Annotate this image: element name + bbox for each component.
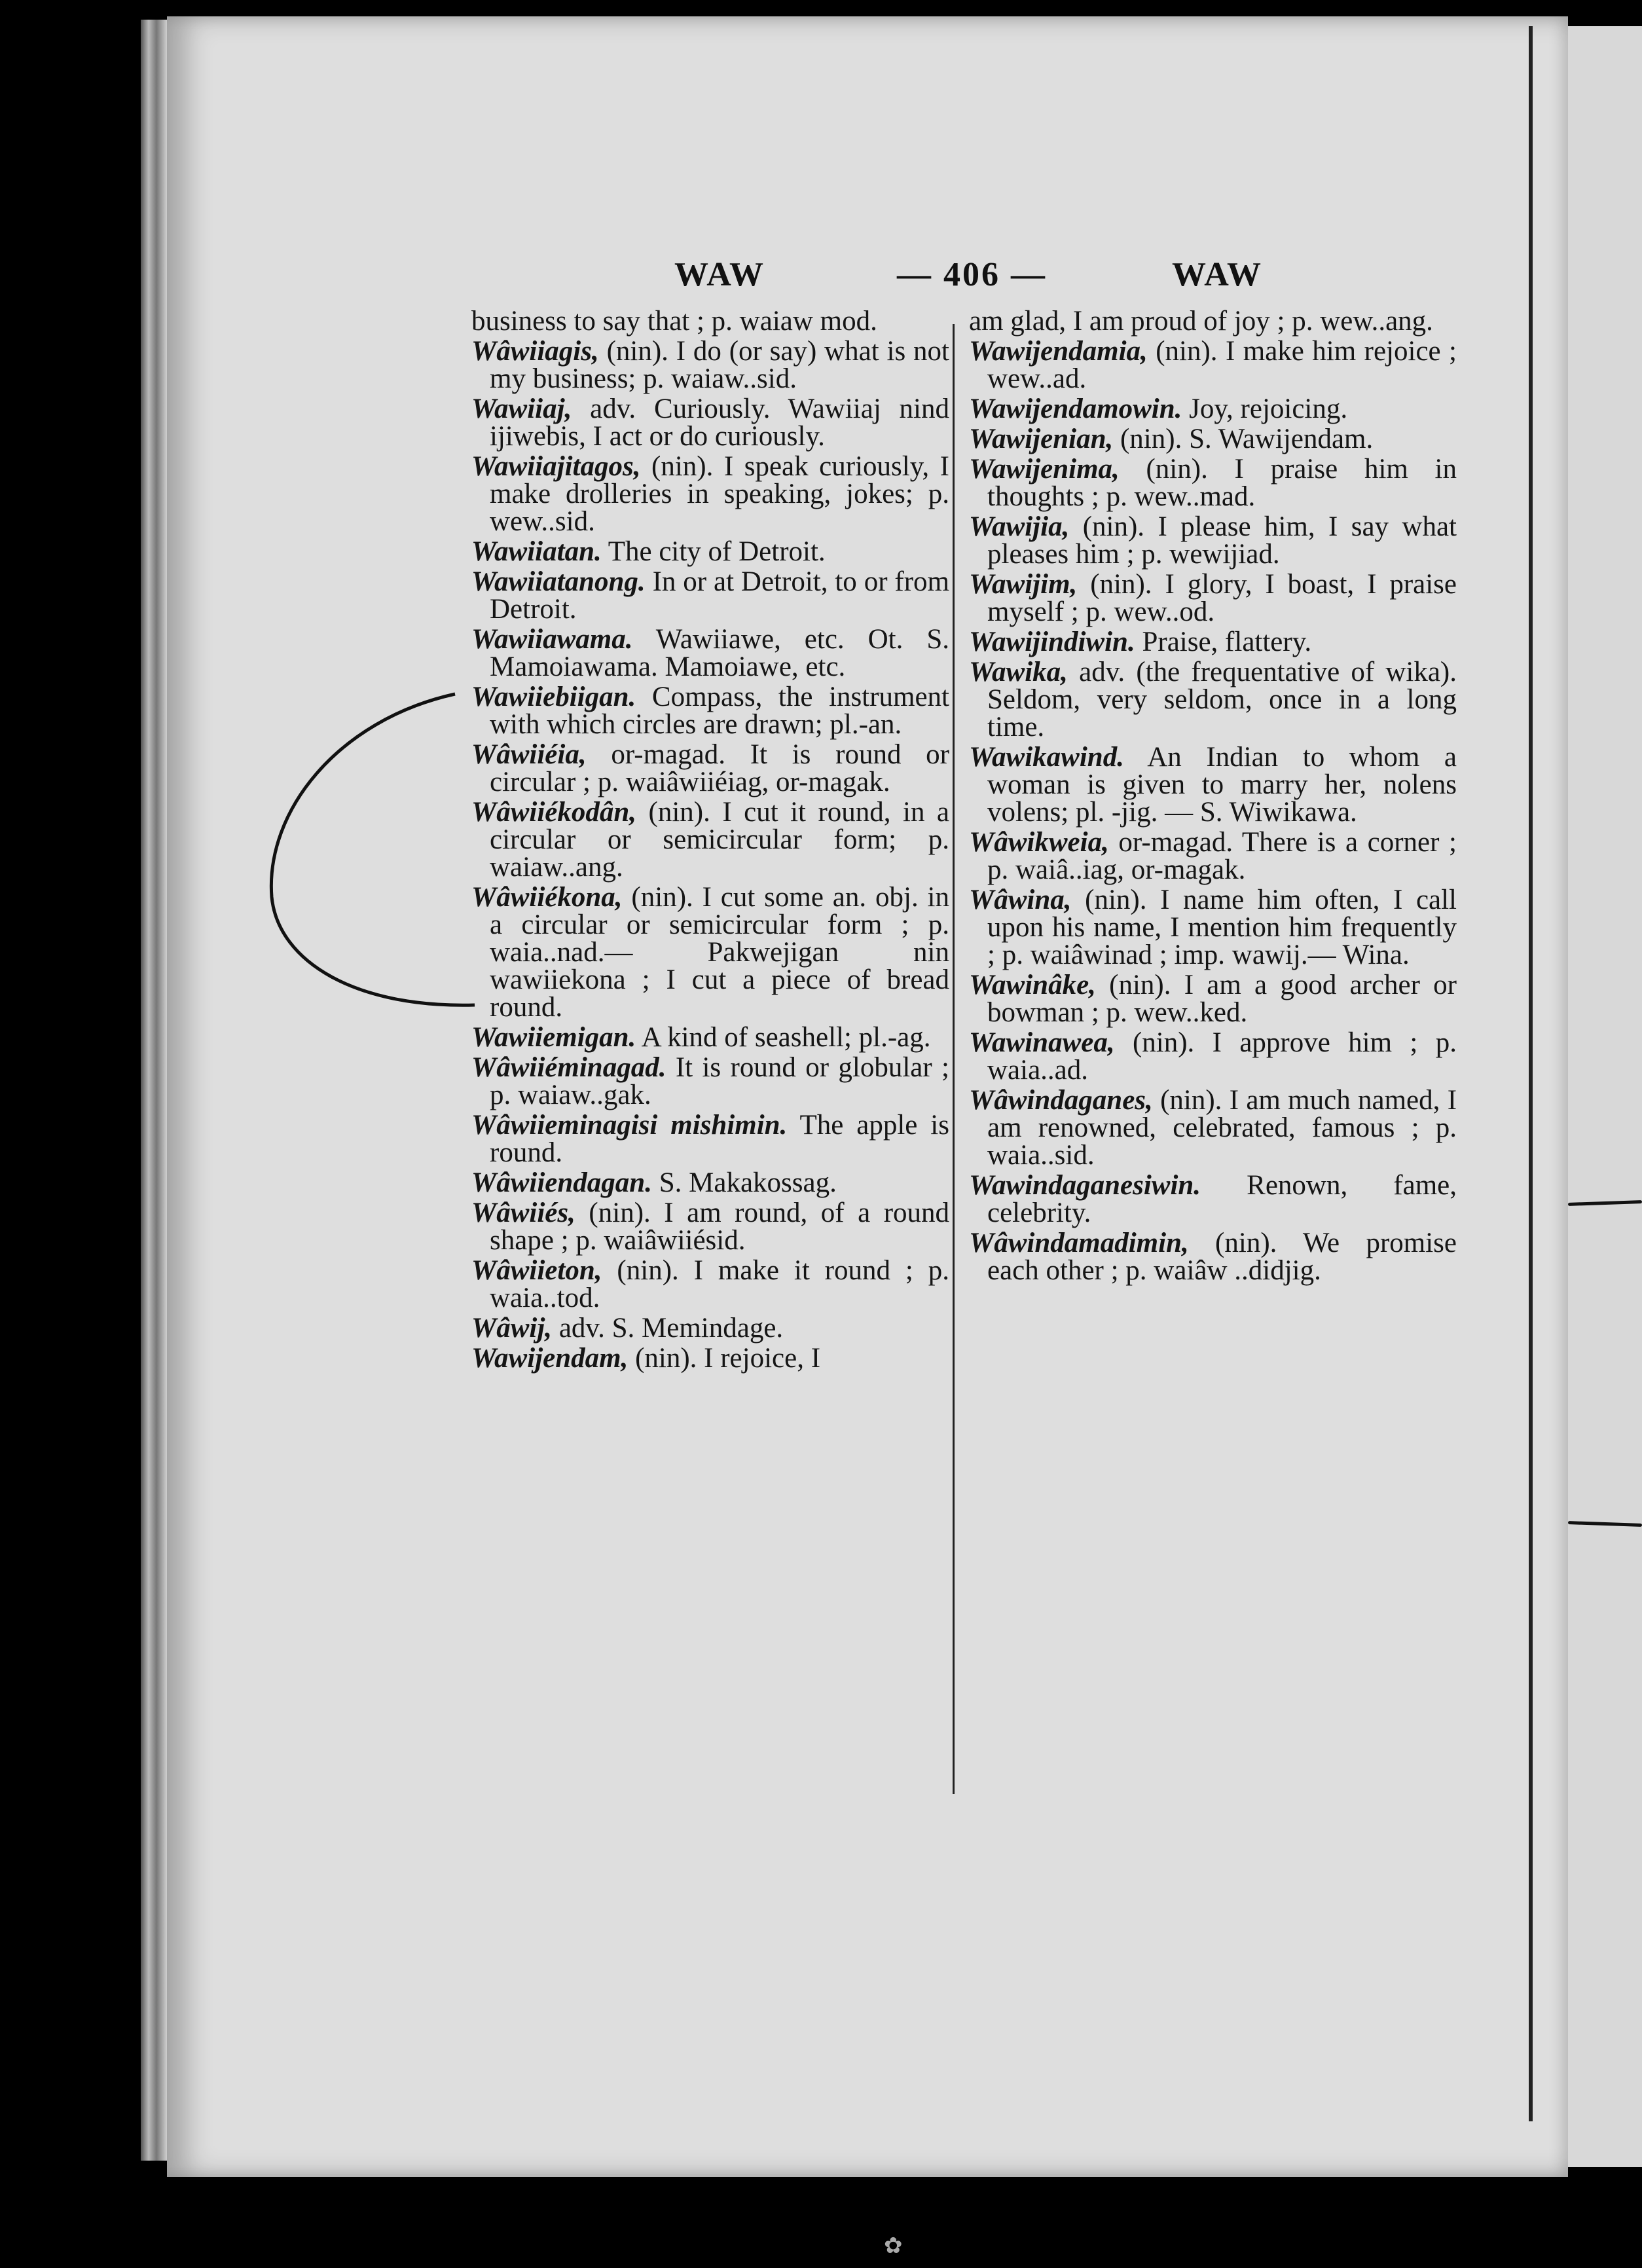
entry-definition: am glad, I am proud of joy ; p. wew..ang. (969, 306, 1433, 337)
dictionary-entry (969, 338, 1457, 393)
dictionary-entry (969, 1172, 1457, 1227)
dictionary-entry (471, 684, 949, 739)
entry-headword: Wawijenian, (969, 424, 1114, 454)
entry-headword: Wâwina, (969, 885, 1072, 915)
dictionary-entry (471, 453, 949, 536)
entry-headword: Wawiiatanong. (471, 566, 646, 597)
dictionary-entry (969, 829, 1457, 884)
entry-headword: Wawiiaj, (471, 393, 572, 424)
entry-headword: Wawinâke, (969, 970, 1096, 1000)
dictionary-entry (969, 426, 1457, 453)
entry-definition: (nin). I cut it round, in a circular or semicircular form; p. waiaw..ang. (490, 797, 949, 883)
entry-definition: An Indian to whom a woman is given to marry her, nolens volens; pl. -jig. — S. Wiwikawa. (987, 742, 1457, 828)
dictionary-entry (969, 1029, 1457, 1084)
entry-headword: Wâwiiékodân, (471, 797, 637, 828)
dictionary-entry (471, 626, 949, 681)
entry-definition: adv. Curiously. Wawiiaj nind ijiwebis, I act or do curiously. (490, 393, 949, 452)
adjacent-page (1568, 26, 1642, 2167)
entry-headword: Wawijendam, (471, 1343, 629, 1374)
entry-definition: (nin). I make him rejoice ; wew..ad. (987, 336, 1457, 394)
entry-definition: (nin). I cut some an. obj. in a circular or semicircular form ; p. waia..nad.— Pakwejigan nin wawiiekona ; I cut a piece of bread round. (490, 882, 949, 1023)
entry-definition: (nin). I rejoice, I (635, 1343, 821, 1374)
entry-headword: Wawijenima, (969, 454, 1120, 485)
entry-headword: Wawiiawama. (471, 624, 633, 655)
entry-definition: (nin). I name him often, I call upon his name, I mention him frequently ; p. waiâwinad ; imp. wawij.— Wina. (987, 885, 1457, 970)
entry-definition: business to say that ; p. waiaw mod. (471, 306, 877, 337)
running-head-right: WAW (1172, 256, 1264, 293)
dictionary-entry (471, 395, 949, 450)
entry-headword: Wâwiieminagisi mishimin. (471, 1110, 788, 1141)
dictionary-entry (471, 1345, 949, 1372)
entry-headword: Wâwiiéminagad. (471, 1052, 666, 1083)
dictionary-entry (471, 308, 949, 335)
entry-definition: (nin). I make it round ; p. waia..tod. (490, 1255, 950, 1313)
entry-definition: (nin). I glory, I boast, I praise myself ; p. wew..od. (987, 569, 1457, 627)
entry-headword: Wâwikweia, (969, 827, 1109, 858)
dictionary-entry (969, 456, 1457, 511)
entry-headword: Wâwindamadimin, (969, 1228, 1189, 1258)
dictionary-entry (471, 799, 949, 881)
dictionary-entry (471, 884, 949, 1021)
handwritten-bracket-mark (259, 681, 481, 1021)
entry-headword: Wawijendamia, (969, 336, 1148, 367)
entry-definition: In or at Detroit, to or from Detroit. (490, 566, 950, 625)
entry-definition: adv. S. Memindage. (558, 1313, 784, 1344)
entry-headword: Wawiiatan. (471, 536, 602, 567)
entry-headword: Wâwiiendagan. (471, 1167, 652, 1198)
entry-definition: Compass, the instrument with which circles are drawn; pl.-an. (490, 682, 950, 740)
entry-definition: or-magad. There is a corner ; p. waiâ..iag, or-magak. (987, 827, 1457, 885)
left-column (471, 308, 949, 1375)
adjacent-page-ink-mark (1568, 1200, 1642, 1206)
entry-definition: (nin). I approve him ; p. waia..ad. (987, 1027, 1457, 1086)
entry-headword: Wawika, (969, 657, 1068, 687)
dictionary-entry (969, 887, 1457, 969)
dictionary-entry (471, 1112, 949, 1167)
column-divider (953, 324, 955, 1794)
dictionary-entry (969, 1230, 1457, 1285)
adjacent-page-ink-mark (1568, 1521, 1642, 1527)
entry-headword: Wâwindaganes, (969, 1085, 1153, 1116)
right-column (969, 308, 1457, 1287)
entry-definition: S. Makakossag. (659, 1167, 837, 1198)
entry-headword: Wâwiiéia, (471, 739, 587, 770)
entry-headword: Wawiiajitagos, (471, 451, 641, 482)
entry-headword: Wâwiiékona, (471, 882, 623, 913)
entry-headword: Wawiiemigan. (471, 1022, 636, 1053)
dictionary-entry (969, 629, 1457, 656)
dictionary-entry (969, 395, 1457, 423)
dictionary-entry (969, 744, 1457, 826)
dictionary-entry (969, 972, 1457, 1027)
dictionary-entry (471, 741, 949, 796)
entry-headword: Wâwiiés, (471, 1198, 575, 1228)
dictionary-entry (471, 1257, 949, 1312)
page-edge (1529, 26, 1533, 2121)
dictionary-entry (471, 1169, 949, 1197)
entry-definition: It is round or globular ; p. waiaw..gak. (490, 1052, 949, 1110)
entry-definition: (nin). I am a good archer or bowman ; p. wew..ked. (987, 970, 1457, 1028)
dictionary-entry (471, 1315, 949, 1342)
dictionary-entry (471, 1199, 949, 1254)
entry-headword: Wâwiieton, (471, 1255, 602, 1286)
entry-definition: or-magad. It is round or circular ; p. waiâwiiéiag, or-magak. (490, 739, 949, 797)
entry-definition: Praise, flattery. (1142, 627, 1312, 657)
dictionary-entry (969, 659, 1457, 741)
dictionary-entry (969, 1087, 1457, 1169)
entry-definition: (nin). I please him, I say what pleases him ; p. wewijiad. (987, 511, 1457, 570)
entry-definition: Wawiiawe, etc. Ot. S. Mamoiawama. Mamoiawe, etc. (490, 624, 949, 682)
dictionary-entry (471, 338, 949, 393)
dictionary-entry (471, 1054, 949, 1109)
dictionary-entry (969, 571, 1457, 626)
entry-headword: Wawijendamowin. (969, 393, 1182, 424)
entry-headword: Wawinawea, (969, 1027, 1115, 1058)
entry-headword: Wawindaganesiwin. (969, 1170, 1201, 1201)
page-number: — 406 — (897, 256, 1047, 293)
dictionary-entry (471, 568, 949, 623)
entry-headword: Wâwij, (471, 1313, 553, 1344)
entry-headword: Wawijia, (969, 511, 1070, 542)
entry-headword: Wawikawind. (969, 742, 1124, 773)
book-spine (141, 20, 167, 2161)
dictionary-entry (471, 1024, 949, 1052)
dictionary-entry (471, 538, 949, 566)
entry-definition: (nin). I am round, of a round shape ; p. waiâwiiésid. (490, 1198, 950, 1256)
dictionary-entry (969, 308, 1457, 335)
entry-definition: The city of Detroit. (608, 536, 826, 567)
entry-definition: (nin). I am much named, I am renowned, celebrated, famous ; p. waia..sid. (987, 1085, 1457, 1171)
entry-definition: A kind of seashell; pl.-ag. (641, 1022, 931, 1053)
entry-headword: Wâwiiagis, (471, 336, 599, 367)
entry-definition: (nin). I praise him in thoughts ; p. wew..mad. (987, 454, 1457, 512)
entry-definition: (nin). S. Wawijendam. (1120, 424, 1374, 454)
running-head-left: WAW (674, 256, 766, 293)
dictionary-entry (969, 513, 1457, 568)
entry-headword: Wawijindiwin. (969, 627, 1135, 657)
entry-definition: Joy, rejoicing. (1189, 393, 1348, 424)
entry-definition: adv. (the frequentative of wika). Seldom, very seldom, once in a long time. (987, 657, 1457, 742)
entry-definition: (nin). I do (or say) what is not my business; p. waiaw..sid. (490, 336, 949, 394)
entry-headword: Wawiiebiigan. (471, 682, 636, 712)
entry-definition: (nin). We promise each other ; p. waiâw ..didjig. (987, 1228, 1457, 1286)
entry-headword: Wawijim, (969, 569, 1078, 600)
entry-definition: (nin). I speak curiously, I make drolleries in speaking, jokes; p. wew..sid. (490, 451, 950, 537)
entry-definition: Renown, fame, celebrity. (987, 1170, 1457, 1228)
page-ornament: ✿ (884, 2234, 903, 2258)
entry-definition: The apple is round. (490, 1110, 949, 1168)
